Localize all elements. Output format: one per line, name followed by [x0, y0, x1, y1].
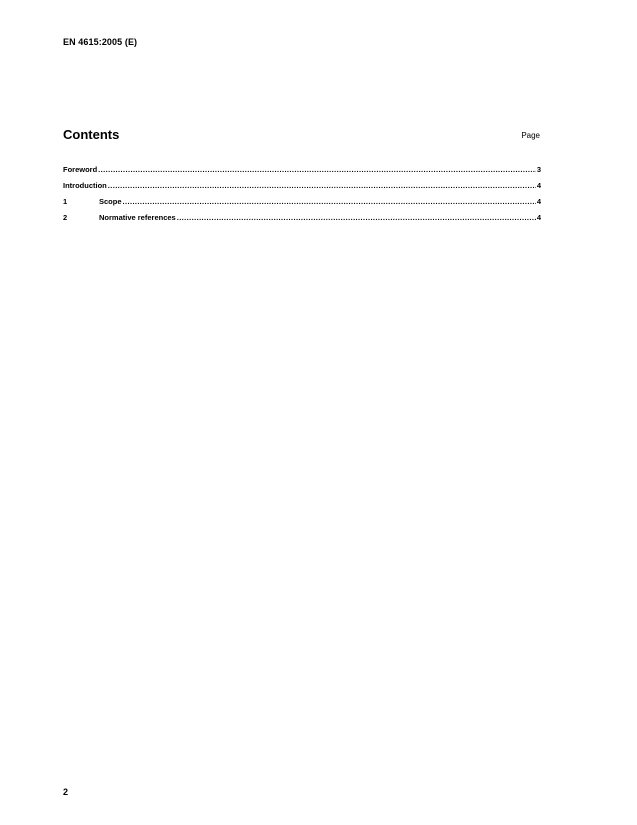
toc-entry-page: 4 — [536, 197, 541, 206]
toc-entry-introduction[interactable] — [63, 181, 541, 197]
document-id: EN 4615:2005 (E) — [63, 37, 138, 47]
toc-dot-leader — [108, 181, 536, 190]
toc-entry-number: 2 — [63, 213, 68, 222]
toc-dot-leader — [123, 197, 536, 206]
toc-entry-title: Normative references — [99, 213, 176, 222]
toc-entry-page: 4 — [536, 213, 541, 222]
toc-entry-title: Foreword — [63, 165, 98, 174]
toc-entry-scope[interactable] — [63, 197, 541, 213]
table-of-contents — [63, 165, 541, 229]
page-column-label: Page — [521, 131, 540, 140]
toc-entry-page: 4 — [536, 181, 541, 190]
toc-entry-title: Scope — [99, 197, 122, 206]
page-number: 2 — [63, 787, 69, 797]
toc-entry-number: 1 — [63, 197, 68, 206]
toc-entry-title: Introduction — [63, 181, 107, 190]
toc-dot-leader — [98, 165, 536, 174]
toc-entry-foreword[interactable] — [63, 165, 541, 181]
toc-entry-page: 3 — [536, 165, 541, 174]
toc-dot-leader — [177, 213, 536, 222]
toc-entry-normative-references[interactable] — [63, 213, 541, 229]
contents-heading: Contents — [63, 127, 120, 142]
